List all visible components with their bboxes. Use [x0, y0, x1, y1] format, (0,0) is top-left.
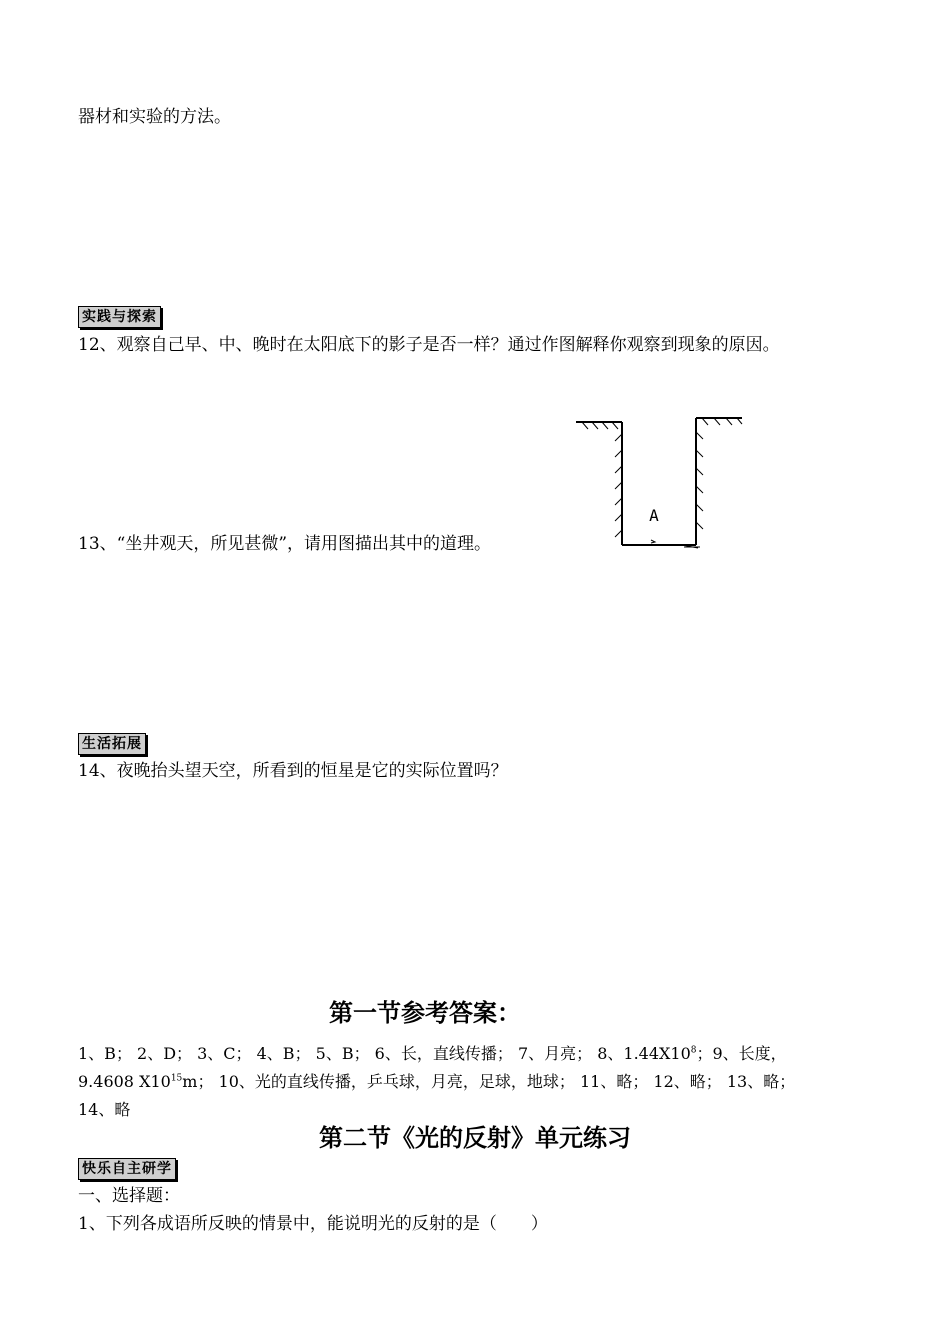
well-diagram — [572, 412, 747, 554]
section-one-heading: 一、选择题： — [78, 1186, 180, 1206]
answer-key — [78, 1040, 888, 1124]
life-tag: 生活拓展 — [78, 733, 146, 755]
question-1: 1、下列各成语所反映的情景中，能说明光的反射的是（ ） — [78, 1214, 548, 1234]
exponent: 8 — [690, 1045, 697, 1056]
answer-text: 9.4608 X10 — [78, 1072, 171, 1091]
answer-text: ；9、长度， — [696, 1044, 787, 1063]
question-12: 12、观察自己早、中、晚时在太阳底下的影子是否一样？通过作图解释你观察到现象的原因。 — [78, 335, 780, 355]
answer-text: 1、B； 2、D； 3、C； 4、B； 5、B； 6、长，直线传播； 7、月亮； 8、1.44X10 — [78, 1044, 691, 1063]
question-13: 13、“坐井观天，所见甚微”，请用图描出其中的道理。 — [78, 534, 492, 554]
happy-study-tag: 快乐自主研学 — [78, 1158, 176, 1180]
question-14: 14、夜晚抬头望天空，所看到的恒星是它的实际位置吗？ — [78, 761, 508, 781]
point-a-label: A — [649, 506, 659, 525]
answers-title: 第一节参考答案： — [329, 998, 521, 1027]
practice-tag: 实践与探索 — [78, 306, 161, 328]
section-two-title: 第二节《光的反射》单元练习 — [319, 1123, 631, 1152]
answer-text: 14、略 — [78, 1100, 131, 1119]
continuation-text: 器材和实验的方法。 — [78, 107, 231, 127]
answer-text: m； 10、光的直线传播，乒乓球，月亮，足球，地球； 11、略； 12、略； 13、略； — [182, 1072, 796, 1091]
exponent: 15 — [170, 1073, 183, 1084]
